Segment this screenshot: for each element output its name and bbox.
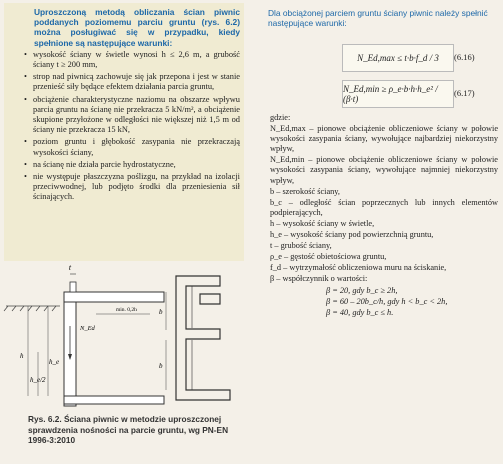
equation-number-617: (6.17) bbox=[454, 88, 475, 98]
label-ned: N_Ed bbox=[80, 325, 95, 332]
label-he2: h_e/2 bbox=[30, 376, 46, 384]
label-min: min. 0,2h bbox=[116, 307, 137, 313]
bottom-slab bbox=[64, 396, 164, 404]
figure-caption: Rys. 6.2. Ściana piwnic w metodzie uproszczonej sprawdzenia nośności na parcie gruntu, wg PN-EN 1996-3:2010 bbox=[28, 414, 229, 445]
condition-item: • strop nad piwnicą zachowuje się jak przepona i jest w stanie przenieść siły będące efektem działania parcia gruntu, bbox=[24, 72, 240, 92]
definition-item: N_Ed,max – pionowe obciążenie obliczeniowe ściany w połowie wysokości zasypania ściany, wywołujące najbardziej niekorzystny wpływ, bbox=[270, 124, 498, 154]
definition-item: h_e – wysokość ściany pod powierzchnią gruntu, bbox=[270, 230, 434, 240]
condition-item: • poziom gruntu i głębokość zasypania nie przekraczają wysokości ściany, bbox=[24, 137, 240, 157]
condition-item: • na ścianę nie działa parcie hydrostatyczne, bbox=[24, 159, 176, 169]
basement-wall-figure bbox=[0, 264, 255, 412]
condition-item: • wysokość ściany w świetle wynosi h ≤ 2,6 m, a grubość ściany t ≥ 200 mm, bbox=[24, 49, 240, 70]
label-he: h_e bbox=[49, 358, 60, 366]
definition-item: t – grubość ściany, bbox=[270, 241, 332, 251]
definition-item: N_Ed,min – pionowe obciążenie obliczeniowe ściany w połowie wysokości zasypania ściany, wywołujące najmniej niekorzystny wpływ, bbox=[270, 155, 498, 185]
bullet: • bbox=[24, 72, 27, 82]
equation-number-616: (6.16) bbox=[454, 52, 475, 62]
definition-item: β – współczynnik o wartości: bbox=[270, 274, 368, 284]
right-column bbox=[262, 0, 503, 464]
definition-item: b – szerokość ściany, bbox=[270, 186, 340, 196]
bullet: • bbox=[24, 94, 27, 104]
beta-value: β = 20, gdy b_c ≥ 2h, bbox=[326, 285, 398, 295]
gdzie-label: gdzie: bbox=[270, 113, 291, 122]
conditions-box bbox=[4, 3, 244, 261]
ground-hatch bbox=[4, 306, 60, 311]
definitions-block bbox=[270, 113, 498, 319]
floor-slab bbox=[64, 292, 164, 302]
condition-item: • obciążenie charakterystyczne naziomu na obszarze wpływu parcia gruntu na ścianę nie przekracza 5 kN/m², a obciążenie skupione przyłożone w odległości nie większej niż 1,5 m od ściany nie przekracza 15 kN, bbox=[24, 94, 240, 135]
conditions-list bbox=[4, 50, 244, 203]
plan-view bbox=[176, 276, 230, 400]
definition-item: f_d – wytrzymałość obliczeniowa muru na ściskanie, bbox=[270, 263, 447, 273]
definition-item: h – wysokość ściany w świetle, bbox=[270, 218, 375, 228]
beta-value: β = 60 – 20b_c/h, gdy h < b_c < 2h, bbox=[326, 296, 448, 306]
equation-617: N_Ed,min ≥ ρ_e·b·h·h_e² / (β·t) bbox=[342, 80, 454, 108]
box-heading: Uproszczoną metodą obliczania ścian piwnic poddanych poziomemu parciu gruntu (rys. 6.2) można posługiwać się w przypadku, kiedy spełnione są następujące warunki: bbox=[34, 7, 240, 48]
label-h: h bbox=[20, 352, 24, 360]
definition-item: b_c – odległość ścian poprzecznych lub innych elementów podpierających, bbox=[270, 197, 498, 217]
label-t: t bbox=[68, 264, 72, 272]
condition-item: • nie występuje płaszczyzna poślizgu, na przykład na izolacji przeciwwodnej, lub podjęto środki dla przeniesienia sił ścinających. bbox=[24, 172, 240, 202]
right-heading: Dla obciążonej parciem gruntu ściany piwnic należy spełnić następujące warunki: bbox=[268, 8, 488, 28]
label-b1: b bbox=[159, 308, 163, 316]
bullet: • bbox=[24, 172, 27, 182]
equation-616: N_Ed,max ≤ t·b·f_d / 3 bbox=[342, 44, 454, 72]
bullet: • bbox=[24, 159, 27, 169]
bullet: • bbox=[24, 49, 27, 59]
label-b2: b bbox=[159, 362, 163, 370]
definition-item: ρ_e – gęstość obietościowa gruntu, bbox=[270, 252, 387, 262]
bullet: • bbox=[24, 137, 27, 147]
beta-value: β = 40, gdy b_c ≤ h. bbox=[326, 307, 394, 317]
